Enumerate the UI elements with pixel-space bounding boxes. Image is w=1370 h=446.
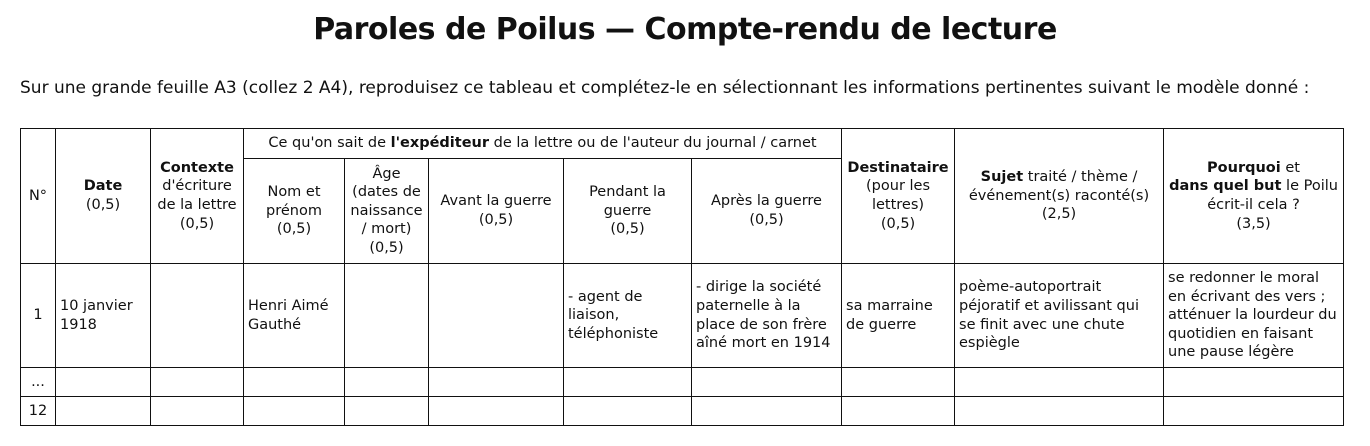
header-nom-label: Nom et prénom (266, 184, 322, 219)
header-avant (429, 159, 564, 264)
reading-report-table (20, 128, 1344, 426)
header-sujet-bold: Sujet (980, 169, 1024, 186)
cell-empty (955, 368, 1164, 397)
header-apres-label: Après la guerre (711, 193, 822, 210)
cell-empty (1164, 397, 1344, 426)
cell-empty (56, 397, 151, 426)
header-contexte-points: (0,5) (179, 215, 215, 232)
cell-pourquoi: se redonner le moral en écrivant des vers ; atténuer la lourdeur du quotidien en faisant une pause légère (1164, 264, 1344, 368)
cell-empty (244, 397, 345, 426)
cell-contexte (151, 264, 244, 368)
header-date-label: Date (83, 178, 123, 195)
header-contexte (151, 129, 244, 264)
cell-num: 1 (21, 264, 56, 368)
header-contexte-sub: d'écriture de la lettre (157, 178, 237, 213)
header-sujet-rest: traité / thème / événement(s) raconté(s) (968, 169, 1150, 204)
header-destinataire-sub: (pour les lettres) (866, 178, 931, 213)
header-sujet-points: (2,5) (1041, 206, 1077, 223)
header-destinataire-label: Destinataire (847, 159, 949, 176)
table-row (21, 368, 1344, 397)
table-row (21, 397, 1344, 426)
header-pourquoi-mid2: le Poilu écrit-il cela ? (1207, 178, 1338, 213)
cell-empty (564, 368, 692, 397)
header-age (345, 159, 429, 264)
header-group-pre: Ce qu'on sait de (268, 135, 391, 152)
header-apres (692, 159, 842, 264)
cell-empty (151, 397, 244, 426)
cell-avant (429, 264, 564, 368)
header-sujet (955, 129, 1164, 264)
header-destinataire (842, 129, 955, 264)
header-nom-points: (0,5) (276, 221, 312, 238)
table-row (21, 264, 1344, 368)
cell-sujet: poème-autoportrait péjoratif et avilissant qui se finit avec une chute espiègle (955, 264, 1164, 368)
cell-empty (842, 368, 955, 397)
header-destinataire-points: (0,5) (880, 215, 916, 232)
cell-empty (692, 397, 842, 426)
header-avant-label: Avant la guerre (440, 193, 552, 210)
header-age-label: Âge (dates de naissance / mort) (350, 165, 423, 238)
header-apres-points: (0,5) (749, 212, 784, 228)
header-pendant-points: (0,5) (610, 221, 645, 238)
cell-empty (429, 397, 564, 426)
header-age-points: (0,5) (369, 239, 404, 256)
cell-empty (345, 397, 429, 426)
instructions-text: Sur une grande feuille A3 (collez 2 A4), reproduisez ce tableau et complétez-le en sélectionnant les informations pertinentes suivant le modèle donné : (20, 78, 1310, 98)
cell-num: ... (21, 368, 56, 397)
cell-pendant: - agent de liaison, téléphoniste (564, 264, 692, 368)
header-avant-points: (0,5) (478, 212, 514, 228)
header-date-points: (0,5) (85, 197, 121, 213)
header-date (56, 129, 151, 264)
page-title: Paroles de Poilus — Compte-rendu de lecture (313, 12, 1057, 47)
cell-empty (564, 397, 692, 426)
cell-empty (692, 368, 842, 397)
cell-empty (151, 368, 244, 397)
header-contexte-label: Contexte (160, 159, 234, 176)
cell-empty (842, 397, 955, 426)
header-group-expediteur (244, 129, 842, 159)
cell-date: 10 janvier 1918 (56, 264, 151, 368)
header-pendant (564, 159, 692, 264)
header-pourquoi-bold2: dans quel but (1169, 178, 1282, 195)
cell-num: 12 (21, 397, 56, 426)
header-pourquoi-points: (3,5) (1236, 215, 1271, 232)
header-pendant-label: Pendant la guerre (589, 184, 666, 219)
cell-empty (429, 368, 564, 397)
header-group-post: de la lettre ou de l'auteur du journal / carnet (489, 135, 817, 152)
header-pourquoi-mid1: et (1280, 159, 1300, 176)
cell-empty (345, 368, 429, 397)
cell-nom: Henri Aimé Gauthé (244, 264, 345, 368)
header-group-bold: l'expéditeur (390, 135, 490, 152)
cell-empty (955, 397, 1164, 426)
header-num: N° (21, 129, 56, 264)
cell-apres: - dirige la société paternelle à la place de son frère aîné mort en 1914 (692, 264, 842, 368)
header-pourquoi-bold1: Pourquoi (1207, 159, 1281, 176)
cell-empty (1164, 368, 1344, 397)
cell-empty (244, 368, 345, 397)
header-nom (244, 159, 345, 264)
cell-empty (56, 368, 151, 397)
cell-destinataire: sa marraine de guerre (842, 264, 955, 368)
cell-age (345, 264, 429, 368)
header-pourquoi (1164, 129, 1344, 264)
